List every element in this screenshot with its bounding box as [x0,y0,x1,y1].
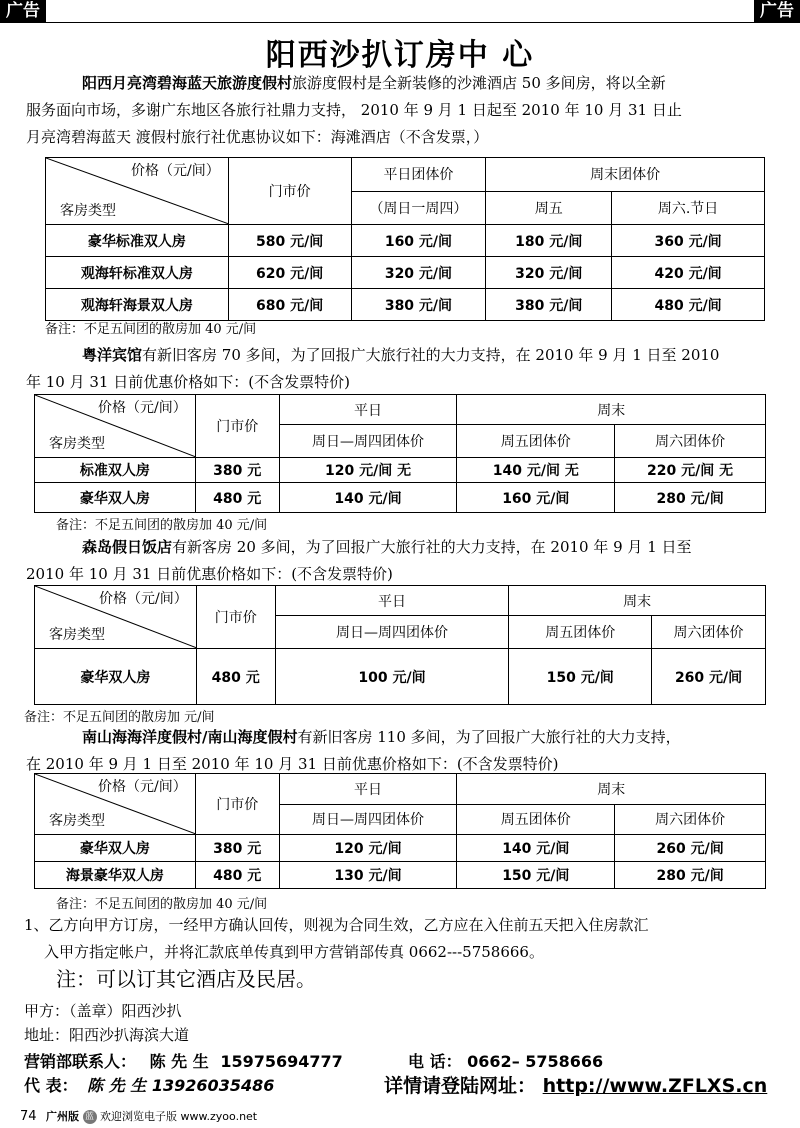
section2-intro [26,342,786,396]
hotel-name-2: 粤洋宾馆 [82,346,143,364]
door-price: 580 元/间 [228,225,351,257]
door-price: 480 元 [195,483,279,513]
terms [24,912,784,966]
room-type: 标准双人房 [35,458,196,483]
price-label: 价格（元/间） [98,779,187,795]
weekday-header: 平日 [279,774,457,805]
section3-intro [26,534,786,588]
room-type: 豪华双人房 [35,649,197,705]
weekday-sub-header: 周日—周四团体价 [275,616,509,649]
weekday-sub-header: 周日—周四团体价 [279,804,457,835]
other-hotels-note: 注：可以订其它酒店及民居。 [56,967,316,991]
header-divider [0,22,800,23]
friday-price: 160 元/间 [457,483,615,513]
saturday-price: 260 元/间 [615,835,766,862]
ad-tag-right: 广告 [754,0,800,22]
room-type-label: 客房类型 [49,436,105,452]
room-type: 观海轩海景双人房 [46,289,229,321]
table-row [46,289,765,321]
intro-text: 服务面向市场，多谢广东地区各旅行社鼎力支持， 2010 年 9 月 1 日起至 2010 年 10 月 31 日止 [26,101,682,119]
page-footer [20,1108,257,1124]
table-row [35,862,766,889]
section4-intro [26,724,786,778]
section1-intro [26,70,786,151]
friday-header: 周五团体价 [457,425,615,458]
door-price: 380 元 [195,458,279,483]
intro-text: 在 2010 年 9 月 1 日至 2010 年 10 月 31 日前优惠价格如下：(不含发票特价) [26,755,559,773]
intro-text: 旅游度假村是全新装修的沙滩酒店 50 多间房，将以全新 [292,74,666,92]
weekday-price: 380 元/间 [351,289,486,321]
weekend-header: 周末团体价 [486,158,765,192]
door-price: 480 元 [196,649,275,705]
saturday-price: 360 元/间 [612,225,765,257]
saturday-price: 480 元/间 [612,289,765,321]
ad-tag-left: 广告 [0,0,46,22]
sales-contact [24,1049,343,1072]
website-link[interactable]: http://www.ZFLXS.cn [542,1075,768,1097]
door-price: 480 元 [195,862,279,889]
door-price-header: 门市价 [195,774,279,835]
sales-name: 陈 先 生 [149,1052,209,1071]
friday-price: 150 元/间 [509,649,652,705]
diagonal-header [46,158,229,225]
party-a: 甲方：（盖章）阳西沙扒 [24,1002,182,1020]
room-type: 豪华双人房 [35,835,196,862]
tel-label: 电 话： [408,1052,462,1071]
friday-price: 180 元/间 [486,225,612,257]
website-label: 详情请登陆网址： [384,1075,537,1097]
diagonal-header [35,586,197,649]
door-price: 380 元 [195,835,279,862]
friday-header: 周五 [486,191,612,225]
price-label: 价格（元/间） [130,163,220,179]
room-type: 豪华标准双人房 [46,225,229,257]
table-row [35,483,766,513]
tel-number: 0662– 5758666 [467,1052,604,1071]
intro-text: 有新客房 20 多间，为了回报广大旅行社的大力支持，在 2010 年 9 月 1 日至 [172,538,692,556]
saturday-price: 280 元/间 [615,862,766,889]
weekday-price: 120 元/间 [279,835,457,862]
room-type: 观海轩标准双人房 [46,257,229,289]
saturday-header: 周六团体价 [615,425,766,458]
website-line [384,1071,767,1098]
price-table-4 [34,773,766,889]
edition-label: 广州版 [46,1110,80,1123]
intro-text: 月亮湾碧海蓝天 渡假村旅行社优惠协议如下：海滩酒店（不含发票，） [26,128,489,146]
price-label: 价格（元/间） [98,400,187,416]
friday-header: 周五团体价 [457,804,615,835]
saturday-price: 420 元/间 [612,257,765,289]
room-type: 海景豪华双人房 [35,862,196,889]
intro-text: 2010 年 10 月 31 日前优惠价格如下：(不含发票特价) [26,565,393,583]
sales-label: 营销部联系人： [24,1052,137,1071]
friday-price: 140 元/间 [457,835,615,862]
hotel-name-3: 森岛假日饭店 [82,538,173,556]
weekday-header: 平日 [275,586,509,616]
weekend-header: 周末 [509,586,766,616]
saturday-header: 周六团体价 [652,616,766,649]
terms-line: 入甲方指定帐户，并将汇款底单传真到甲方营销部传真 0662---5758666。 [44,943,544,961]
room-type-label: 客房类型 [49,813,105,829]
table-note: 备注：不足五间团的散房加 40 元/间 [45,322,257,337]
weekday-price: 140 元/间 [279,483,457,513]
weekday-price: 160 元/间 [351,225,486,257]
sales-phone: 15975694777 [220,1052,343,1071]
address: 地址：阳西沙扒海滨大道 [24,1026,190,1044]
weekday-sub-header: （周日一周四） [351,191,486,225]
saturday-header: 周六.节日 [612,191,765,225]
diagonal-header [35,395,196,458]
page-title: 阳西沙扒订房中 心 [265,38,535,73]
room-type-label: 客房类型 [60,203,116,219]
table-row [46,225,765,257]
weekday-header: 平日 [279,395,457,425]
diagonal-header [35,774,196,835]
weekday-header: 平日团体价 [351,158,486,192]
door-price: 620 元/间 [228,257,351,289]
room-type-label: 客房类型 [49,627,105,643]
terms-line: 1、乙方向甲方订房，一经甲方确认回传，则视为合同生效，乙方应在入住前五天把入住房款汇 [24,916,649,934]
table-row [46,257,765,289]
rep-label: 代 表： [24,1076,78,1095]
hotel-name-1: 阳西月亮湾碧海蓝天旅游度假村 [82,74,293,92]
saturday-price: 280 元/间 [615,483,766,513]
hotel-name-4: 南山海海洋度假村/南山海度假村 [82,728,298,746]
weekday-sub-header: 周日—周四团体价 [279,425,457,458]
door-price-header: 门市价 [196,586,275,649]
door-price-header: 门市价 [195,395,279,458]
room-type: 豪华双人房 [35,483,196,513]
saturday-price: 220 元/间 无 [615,458,766,483]
friday-header: 周五团体价 [509,616,652,649]
intro-text: 有新旧客房 70 多间，为了回报广大旅行社的大力支持，在 2010 年 9 月 1 日至 2010 [142,346,720,364]
footer-slogan: 欢迎浏览电子版 [100,1110,178,1123]
door-price-header: 门市价 [228,158,351,225]
friday-price: 150 元/间 [457,862,615,889]
rep-name: 陈 先 生 [87,1076,147,1095]
price-table-2 [34,394,766,513]
tel-contact [408,1049,603,1072]
intro-text: 年 10 月 31 日前优惠价格如下：(不含发票特价) [26,373,350,391]
table-note: 备注：不足五间团的散房加 40 元/间 [56,518,268,533]
price-table-1 [45,157,765,321]
saturday-price: 260 元/间 [652,649,766,705]
rep-phone: 13926035486 [151,1076,275,1095]
publisher-logo-icon: 蓝 [83,1110,97,1124]
page-number: 74 [20,1109,37,1124]
price-label: 价格（元/间） [99,591,188,607]
price-table-3 [34,585,766,705]
friday-price: 140 元/间 无 [457,458,615,483]
table-note: 备注：不足五间团的散房加 元/间 [24,710,215,725]
friday-price: 320 元/间 [486,257,612,289]
weekend-header: 周末 [457,774,766,805]
rep-contact [24,1073,274,1096]
table-row [35,458,766,483]
saturday-header: 周六团体价 [615,804,766,835]
friday-price: 380 元/间 [486,289,612,321]
weekday-price: 130 元/间 [279,862,457,889]
weekday-price: 100 元/间 [275,649,509,705]
weekday-price: 320 元/间 [351,257,486,289]
table-row [35,835,766,862]
intro-text: 有新旧客房 110 多间，为了回报广大旅行社的大力支持， [297,728,681,746]
weekend-header: 周末 [457,395,766,425]
weekday-price: 120 元/间 无 [279,458,457,483]
footer-site[interactable]: www.zyoo.net [180,1110,258,1123]
table-note: 备注：不足五间团的散房加 40 元/间 [56,897,268,912]
door-price: 680 元/间 [228,289,351,321]
table-row [35,649,766,705]
